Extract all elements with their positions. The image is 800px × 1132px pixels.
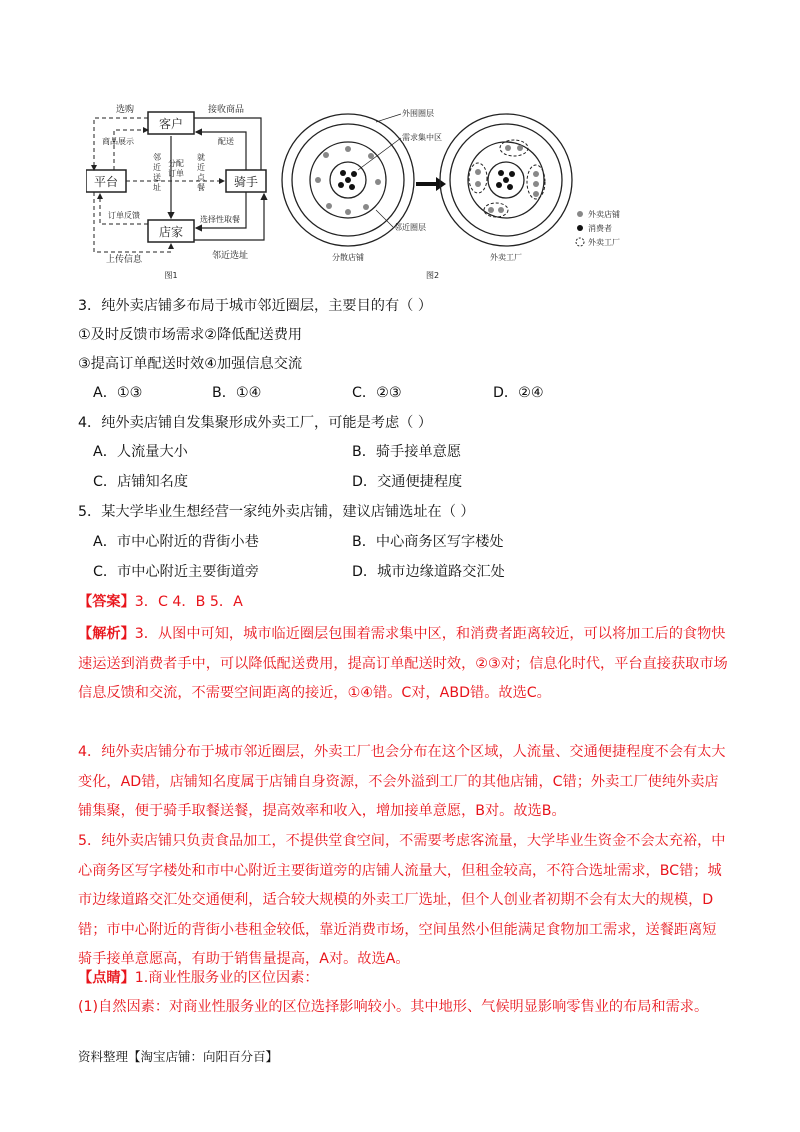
label-ring-center: 需求集中区 xyxy=(402,133,442,142)
q5-option-a: A．市中心附近的背街小巷 xyxy=(93,534,259,550)
q5-option-b: B．中心商务区写字楼处 xyxy=(352,534,504,550)
answer-text: 3．C 4．B 5．A xyxy=(134,594,243,610)
q5-stem: 5．某大学毕业生想经营一家纯外卖店铺，建议店铺选址在（ ） xyxy=(78,504,475,520)
q4-option-c: C．店铺知名度 xyxy=(93,474,189,490)
q5-option-d: D．城市边缘道路交汇处 xyxy=(352,564,505,580)
label-ring-near: 邻近圈层 xyxy=(394,223,426,232)
analysis-p4-text: 4．纯外卖店铺分布于城市邻近圈层，外卖工厂也会分布在这个区域，人流量、交通便捷程度不会有太大变化，AD错，店铺知名度属于店铺自身资源，不会外溢到工厂的其他店铺，C错；外卖工厂使纯外卖店铺集聚，便于骑手取餐送餐，提高效率和收入，增加接单意愿，B对。故选B。 xyxy=(78,744,726,819)
label-jieshou-shangpin: 接收商品 xyxy=(208,105,245,115)
figure2-caption: 图2 xyxy=(426,271,440,280)
label-jiujin-qudian: 就近点餐 xyxy=(197,153,205,192)
analysis-p3-text: 3．从图中可知，城市临近圈层包围着需求集中区，和消费者距离较近，可以将加工后的食物快速运送到消费者手中，可以降低配送费用，提高订单配送时效，②③对；信息化时代，平台直接获取市场信息反馈和交流，不需要空间距离的接近，①④错。C对，ABD错。故选C。 xyxy=(78,626,728,701)
analysis-p4 xyxy=(78,738,728,827)
right-ring-caption: 外卖工厂 xyxy=(490,253,522,262)
legend-factory: 外卖工厂 xyxy=(588,238,620,247)
node-platform: 平台 xyxy=(93,175,119,189)
answer-tag: 【答案】 xyxy=(78,594,135,610)
label-linjin-xuanzhi: 邻近选址 xyxy=(212,251,249,261)
node-customer: 客户 xyxy=(158,117,184,131)
q4-option-d: D．交通便捷程度 xyxy=(352,474,463,490)
q3-line2: ①及时反馈市场需求②降低配送费用 xyxy=(78,327,303,343)
tips-line xyxy=(78,968,319,988)
node-rider: 骑手 xyxy=(233,175,259,189)
q4-option-a: A．人流量大小 xyxy=(93,444,188,460)
label-xuangou: 选购 xyxy=(116,105,135,115)
page-footer: 资料整理【淘宝店铺：向阳百分百】 xyxy=(78,1049,279,1064)
analysis-p5 xyxy=(78,827,728,975)
figure1-diagram xyxy=(86,103,266,280)
analysis-p3 xyxy=(78,620,728,709)
label-fenpei-dingdan: 分配订单 xyxy=(168,159,184,178)
figures-svg xyxy=(86,100,646,285)
label-shangpin-zhanshi: 商品展示 xyxy=(102,137,134,146)
q4-stem: 4．纯外卖店铺自发集聚形成外卖工厂，可能是考虑（ ） xyxy=(78,415,433,431)
left-ring-caption: 分散店铺 xyxy=(332,253,364,262)
label-ring-outer: 外围圈层 xyxy=(402,109,434,118)
figure2-diagram xyxy=(282,108,620,280)
analysis-tag: 【解析】 xyxy=(78,626,135,642)
legend-consumer: 消费者 xyxy=(588,224,612,233)
analysis-p5-text: 5．纯外卖店铺只负责食品加工，不提供堂食空间，不需要考虑客流量，大学毕业生资金不会太充裕，中心商务区写字楼处和市中心附近主要街道旁的店铺人流量大，但租金较高，不符合选址需求，BC错；城市边缘道路交汇处交通便利，适合较大规模的外卖工厂选址，但个人创业者初期不会有太大的规模，D错；市中心附近的背街小巷租金较低，靠近消费市场，空间虽然小但能满足食物加工需求，送餐距离短骑手接单意愿高，有助于销售量提高，A对。故选A。 xyxy=(78,833,726,967)
q3-line3: ③提高订单配送时效④加强信息交流 xyxy=(78,356,303,372)
tips-item1: (1)自然因素：对商业性服务业的区位选择影响较小。其中地形、气候明显影响零售业的布局和需求。 xyxy=(78,999,709,1015)
label-linjin-songzhi: 邻近送址 xyxy=(153,153,161,192)
q5-option-c: C．市中心附近主要街道旁 xyxy=(93,564,259,580)
q3-option-c: C．②③ xyxy=(352,385,402,401)
figure1-caption: 图1 xyxy=(164,271,178,280)
q4-option-b: B．骑手接单意愿 xyxy=(352,444,462,460)
q3-option-a: A．①③ xyxy=(93,385,143,401)
label-shangchuan-xinxi: 上传信息 xyxy=(106,255,143,265)
legend-shop: 外卖店铺 xyxy=(588,210,620,219)
figures-area xyxy=(86,100,646,285)
label-xuanze-quxing: 选择性取餐 xyxy=(200,215,240,224)
q3-option-d: D．②④ xyxy=(493,385,544,401)
transform-arrow-icon xyxy=(416,177,446,191)
q3-option-b: B．①④ xyxy=(212,385,262,401)
ring-diagram-right xyxy=(440,114,572,246)
tips-title: 1.商业性服务业的区位因素： xyxy=(134,970,319,986)
figure2-legend xyxy=(576,209,620,247)
tips-tag: 【点睛】 xyxy=(78,970,135,986)
q3-stem: 3．纯外卖店铺多布局于城市邻近圈层，主要目的有（ ） xyxy=(78,298,433,314)
label-dingdan-fankui: 订单反馈 xyxy=(108,211,140,220)
answer-line xyxy=(78,592,243,612)
node-shop: 店家 xyxy=(158,225,184,239)
label-peisong: 配送 xyxy=(218,137,234,146)
